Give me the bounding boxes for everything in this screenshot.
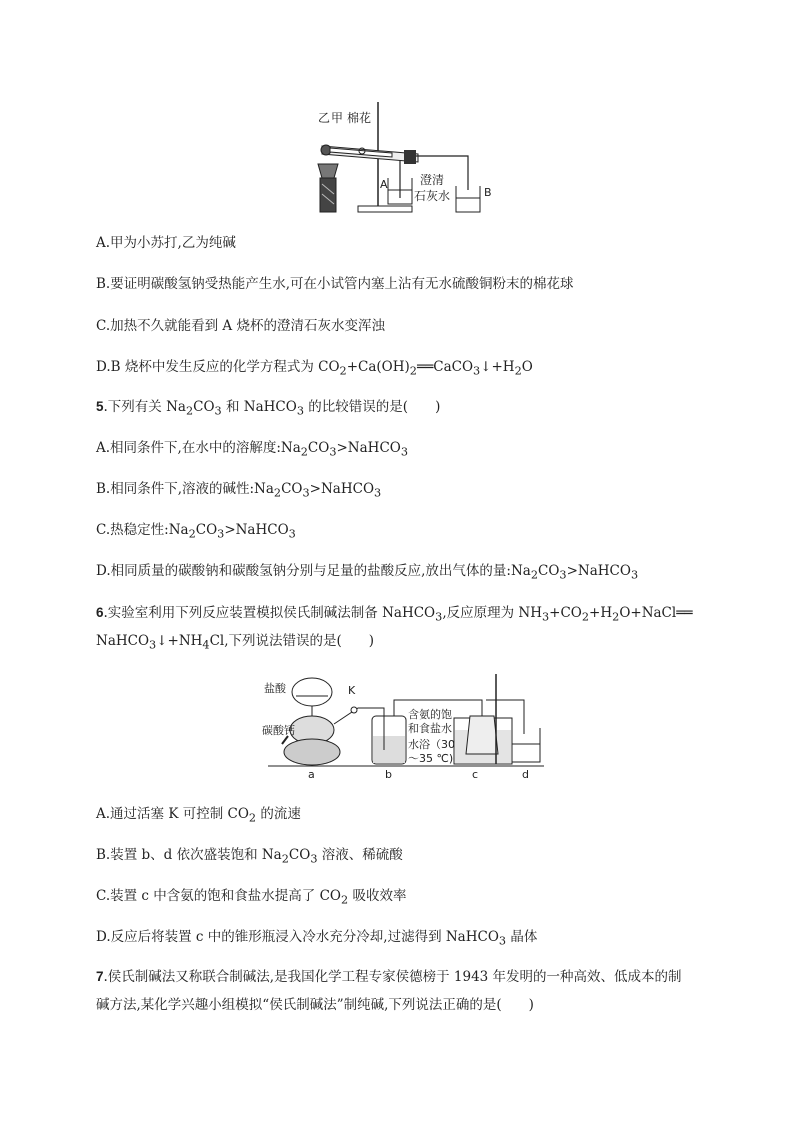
q4-option-a: A.甲为小苏打,乙为纯碱 (96, 235, 236, 251)
fig2-label-b: b (385, 768, 392, 780)
fig2-label-bath2: ～35 ℃) (408, 752, 454, 765)
q5-option-c: C.热稳定性$:Na_2CO_3>NaHCO_3$ (96, 522, 296, 541)
fig1-label-yi: 乙 (318, 111, 331, 125)
fig2-label-k: K (348, 684, 356, 697)
q4-option-d: D.B 烧杯中发生反应的化学方程式为 $CO_2+Ca(OH)_2══CaCO_3↓+H_2O$ (96, 359, 533, 378)
fig2-label-caco3: 碳酸钙 (262, 724, 295, 737)
q7-stem-line2: 碱方法,某化学兴趣小组模拟“侯氏制碱法”制纯碱,下列说法正确的是( ) (96, 997, 534, 1013)
q5-option-a: A.相同条件下,在水中的溶解度$:Na_2CO_3>NaHCO_3$ (96, 440, 409, 459)
fig2-label-bath1: 水浴（30 (408, 738, 455, 751)
q6-option-b: B.装置 b、d 依次盛装饱和 $Na_2CO_3$ 溶液、稀硫酸 (96, 847, 403, 866)
q5-option-d: D.相同质量的碳酸钠和碳酸氢钠分别与足量的盐酸反应,放出气体的量$:Na_2CO_3>NaHCO_3$ (96, 563, 639, 582)
figure-hou-process-apparatus (262, 664, 552, 780)
fig1-label-jia: 甲 (331, 111, 344, 125)
q6-option-c: C.装置 c 中含氨的饱和食盐水提高了 $CO_2$ 吸收效率 (96, 888, 407, 907)
q6-option-d: D.反应后将装置 c 中的锥形瓶浸入冷水充分冷却,过滤得到 NaHCO$_3$ 晶体 (96, 929, 538, 948)
q6-option-a: A.通过活塞 K 可控制 $CO_2$ 的流速 (96, 806, 301, 825)
fig1-label-clear2: 石灰水 (414, 189, 451, 203)
q5-stem: 5.下列有关 $Na_2CO_3$ 和 NaHCO$_3$ 的比较错误的是( ) (96, 399, 441, 418)
figure-heating-apparatus (300, 98, 500, 220)
q7-stem-line1: 7.侯氏制碱法又称联合制碱法,是我国化学工程专家侯德榜于 1943 年发明的一种高效、低成本的制 (96, 969, 682, 985)
fig1-label-b: B (484, 186, 492, 199)
fig2-label-d: d (522, 768, 529, 780)
fig1-label-a: A (380, 178, 388, 191)
fig2-label-brine1: 含氨的饱 (408, 708, 452, 721)
q4-option-c: C.加热不久就能看到 A 烧杯的澄清石灰水变浑浊 (96, 318, 385, 334)
q4-option-b: B.要证明碳酸氢钠受热能产生水,可在小试管内塞上沾有无水硫酸铜粉末的棉花球 (96, 276, 574, 292)
fig1-label-cotton: 棉花 (347, 111, 372, 125)
fig2-label-brine2: 和食盐水 (408, 722, 452, 735)
fig2-label-a: a (308, 768, 315, 780)
fig2-label-hcl: 盐酸 (264, 682, 286, 695)
fig1-label-clear1: 澄清 (420, 173, 445, 187)
fig2-label-c: c (472, 768, 479, 780)
q6-stem-line1: 6.实验室利用下列反应装置模拟侯氏制碱法制备 NaHCO$_3$,反应原理为 $NH_3+CO_2+H_2O+NaCl══$ (96, 605, 693, 624)
q5-option-b: B.相同条件下,溶液的碱性$:Na_2CO_3>NaHCO_3$ (96, 481, 382, 500)
q6-stem-line2: $NaHCO_3↓+NH_4Cl$,下列说法错误的是( ) (96, 633, 375, 652)
